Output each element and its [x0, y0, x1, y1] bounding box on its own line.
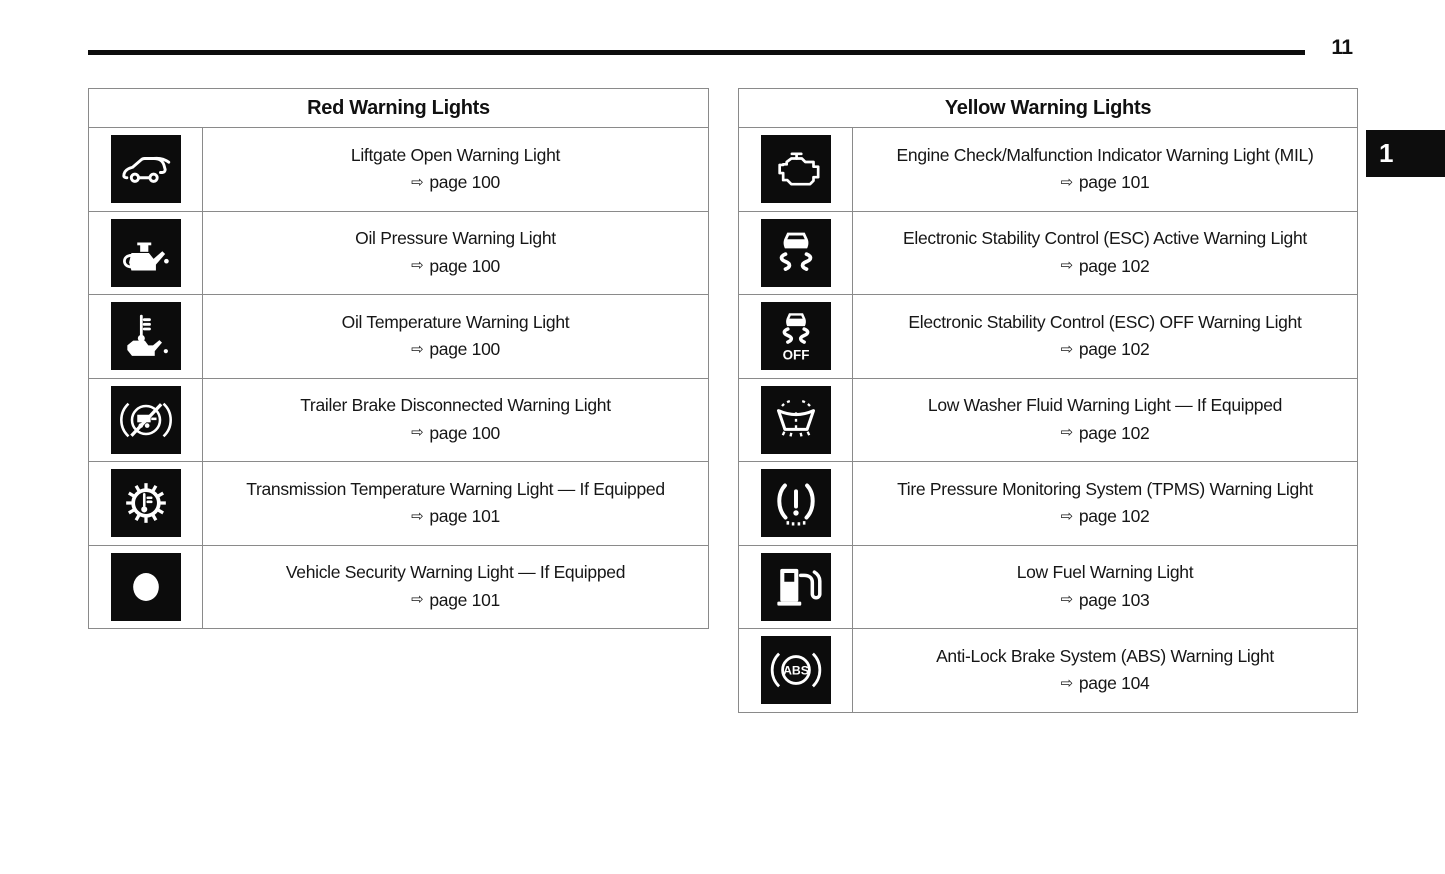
section-tab	[1366, 130, 1445, 177]
label-cell	[853, 546, 1357, 629]
page-reference	[411, 422, 500, 443]
table-row	[739, 128, 1357, 212]
page-reference	[411, 341, 500, 359]
icon-cell	[89, 128, 203, 211]
esc-off-icon	[767, 308, 825, 364]
table-row	[89, 379, 708, 463]
warning-light-label: Low Washer Fluid Warning Light — If Equipped	[927, 395, 1283, 416]
icon-cell	[739, 128, 853, 211]
icon-cell	[739, 212, 853, 295]
page-reference	[1061, 174, 1150, 192]
top-rule	[88, 50, 1305, 55]
warning-light-label: Electronic Stability Control (ESC) OFF Warning Light	[908, 311, 1302, 332]
table-row	[739, 212, 1357, 296]
icon-tile	[761, 386, 831, 454]
arrow-icon: ⇨	[411, 424, 424, 441]
table-row	[89, 546, 708, 629]
icon-cell	[739, 629, 853, 712]
page-reference-text: page 101	[429, 589, 500, 610]
warning-light-label: Low Fuel Warning Light	[1016, 562, 1194, 583]
icon-cell	[89, 546, 203, 629]
abs-icon	[767, 642, 825, 698]
page-reference-text: page 103	[1078, 589, 1150, 610]
arrow-icon: ⇨	[411, 340, 424, 358]
arrow-icon: ⇨	[1060, 424, 1073, 441]
table-row	[89, 295, 708, 379]
transmission-temperature-icon	[117, 475, 175, 531]
page-reference	[411, 174, 500, 192]
icon-tile	[761, 135, 831, 203]
page-number: 11	[1331, 36, 1353, 59]
table-row	[739, 462, 1357, 546]
page-reference	[1061, 341, 1150, 359]
low-fuel-icon	[767, 559, 825, 615]
label-cell	[853, 212, 1357, 295]
page-reference	[1061, 675, 1150, 693]
warning-light-label: Liftgate Open Warning Light	[350, 144, 561, 165]
table-title: Yellow Warning Lights	[739, 89, 1357, 128]
icon-tile	[761, 219, 831, 287]
label-cell	[853, 295, 1357, 378]
arrow-icon: ⇨	[1060, 591, 1073, 608]
table-row	[739, 379, 1357, 463]
warning-light-label: Tire Pressure Monitoring System (TPMS) Warning Light	[897, 478, 1313, 499]
page-reference	[1060, 589, 1150, 610]
page-reference	[1060, 422, 1150, 443]
icon-cell	[739, 379, 853, 462]
arrow-icon: ⇨	[1060, 340, 1073, 358]
page-reference-text: page 102	[1078, 255, 1150, 276]
icon-cell	[89, 379, 203, 462]
arrow-icon: ⇨	[411, 507, 424, 525]
icon-tile	[111, 219, 181, 287]
page-reference-text: page 100	[429, 172, 500, 193]
icon-cell	[739, 462, 853, 545]
page-reference-text: page 104	[1078, 673, 1150, 694]
page-reference	[411, 255, 500, 276]
table-row	[89, 128, 708, 212]
page-reference-text: page 100	[429, 422, 500, 443]
arrow-icon: ⇨	[1060, 257, 1073, 274]
low-washer-fluid-icon	[767, 392, 825, 448]
vehicle-security-icon	[117, 559, 175, 615]
label-cell	[853, 128, 1357, 211]
label-cell	[203, 379, 708, 462]
page-reference-text: page 100	[429, 339, 500, 360]
arrow-icon: ⇨	[411, 591, 424, 608]
icon-cell	[739, 295, 853, 378]
trailer-brake-disconnected-icon	[117, 392, 175, 448]
oil-temperature-icon	[117, 308, 175, 364]
esc-active-icon	[767, 225, 825, 281]
icon-tile	[111, 135, 181, 203]
arrow-icon: ⇨	[1060, 173, 1073, 191]
page-reference	[411, 508, 500, 526]
table-row	[739, 295, 1357, 379]
icon-cell	[89, 462, 203, 545]
arrow-icon: ⇨	[1060, 674, 1073, 692]
warning-light-label: Oil Pressure Warning Light	[355, 228, 556, 249]
label-cell	[203, 546, 708, 629]
liftgate-open-icon	[117, 141, 175, 197]
page-reference-text: page 101	[429, 506, 500, 527]
icon-tile	[111, 553, 181, 621]
table-row	[89, 212, 708, 296]
yellow-warning-lights-table	[738, 88, 1358, 713]
label-cell	[853, 379, 1357, 462]
label-cell	[853, 629, 1357, 712]
page-reference-text: page 102	[1078, 506, 1150, 527]
icon-cell	[89, 295, 203, 378]
page-reference-text: page 102	[1078, 422, 1150, 443]
page-reference	[1061, 508, 1150, 526]
arrow-icon: ⇨	[1060, 507, 1073, 525]
label-cell	[203, 295, 708, 378]
icon-tile	[761, 302, 831, 370]
page-reference	[411, 589, 500, 610]
warning-light-label: Transmission Temperature Warning Light — If Equipped	[246, 478, 665, 499]
label-cell	[203, 128, 708, 211]
table-row	[739, 546, 1357, 630]
tpms-icon	[767, 475, 825, 531]
warning-light-label: Oil Temperature Warning Light	[341, 311, 570, 332]
icon-cell	[89, 212, 203, 295]
engine-check-icon	[767, 141, 825, 197]
icon-tile	[111, 386, 181, 454]
icon-tile	[761, 469, 831, 537]
warning-light-label: Engine Check/Malfunction Indicator Warning Light (MIL)	[896, 144, 1314, 165]
icon-tile	[111, 469, 181, 537]
icon-tile	[761, 553, 831, 621]
warning-light-label: Electronic Stability Control (ESC) Active Warning Light	[903, 228, 1307, 249]
page-reference-text: page 102	[1078, 339, 1150, 360]
oil-pressure-icon	[117, 225, 175, 281]
page-reference-text: page 100	[429, 255, 500, 276]
table-row	[89, 462, 708, 546]
table-title: Red Warning Lights	[89, 89, 708, 128]
page-reference	[1060, 255, 1150, 276]
warning-light-label: Trailer Brake Disconnected Warning Light	[300, 395, 611, 416]
red-warning-lights-table	[88, 88, 709, 629]
icon-tile	[761, 636, 831, 704]
icon-tile	[111, 302, 181, 370]
warning-light-label: Vehicle Security Warning Light — If Equipped	[285, 562, 626, 583]
table-row	[739, 629, 1357, 712]
label-cell	[853, 462, 1357, 545]
arrow-icon: ⇨	[411, 173, 424, 191]
label-cell	[203, 212, 708, 295]
arrow-icon: ⇨	[411, 257, 424, 274]
page-reference-text: page 101	[1078, 172, 1150, 193]
warning-light-label: Anti-Lock Brake System (ABS) Warning Light	[936, 645, 1274, 666]
section-tab-label: 1	[1379, 138, 1394, 168]
icon-cell	[739, 546, 853, 629]
label-cell	[203, 462, 708, 545]
